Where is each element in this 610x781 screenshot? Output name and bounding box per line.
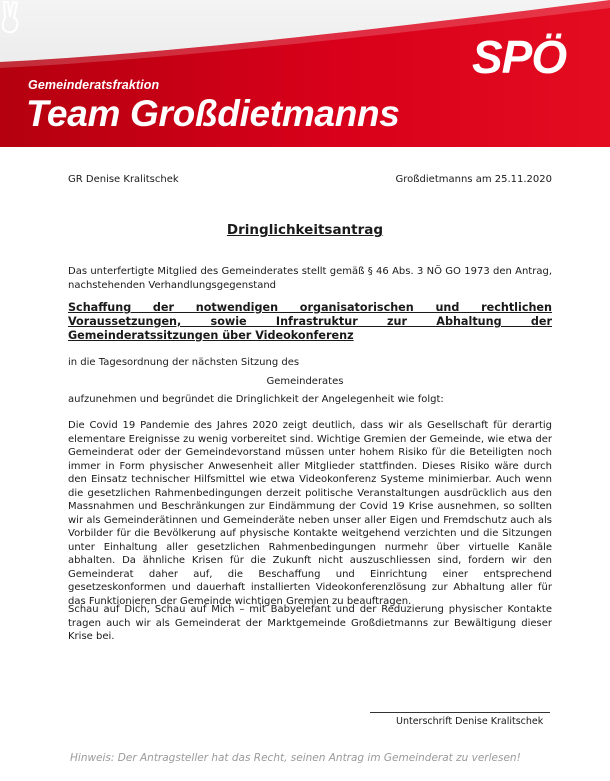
header-banner bbox=[0, 0, 610, 147]
signature-line bbox=[370, 712, 550, 713]
footer-hint: Hinweis: Der Antragsteller hat das Recht, seinen Antrag im Gemeinderat zu verlesen! bbox=[70, 752, 521, 764]
banner-title: Team Großdietmanns bbox=[26, 93, 400, 134]
body-name: Gemeinderates bbox=[266, 376, 344, 387]
motion-subject: Schaffung der notwendigen organisatorischen und rechtlichen Voraussetzungen, sowie Infrastruktur zur Abhaltung der Gemeinderatssitzungen über Videokonferenz bbox=[68, 301, 552, 342]
reasoning-paragraph: Die Covid 19 Pandemie des Jahres 2020 zeigt deutlich, dass wir als Gesellschaft für derartig elementare Ereignisse zu wenig vorbereitet sind. Wichtige Gremien der Gemeinde, wie etwa der Gemeinderat oder der Gemeindevorstand müssen unter hohem Risiko für die Beteiligten noch immer in Form physischer Anwesenheit aller Mitglieder stattfinden. Dieses Risiko wäre durch den Einsatz technischer Hilfsmittel wie etwa Videokonferenz Systeme minimierbar. Auch wenn die gesetzlichen Rahmenbedingungen derzeit politische Veranstaltungen ausdrücklich aus den Massnahmen und Beschränkungen zur Eindämmung der Covid 19 Krise ausnehmen, so sollten wir als Gemeinderätinnen und Gemeinderäte neben unser aller Eigen und Fremdschutz auch als Vorbilder für die Bevölkerung auf physische Kontakte weitgehend verzichten und die Sitzungen unter Einhaltung aller gesetzlichen Rahmenbedingungen nurmehr über virtuelle Kanäle abhalten. Da ähnliche Krisen für die Zukunft nicht auszuschliessen sind, fordern wir den Gemeinderat daher auf, die Beschaffung und Einrichtung einer entsprechend gesetzeskonformen und dauerhaft installierten Videokonferenzlösung zur Abhaltung aller für das Funktionieren der Gemeinde wichtigen Gremien zu beauftragen. bbox=[68, 420, 552, 607]
signature-label: Unterschrift Denise Kralitschek bbox=[396, 716, 544, 727]
party-faction-label: Gemeinderatsfraktion bbox=[28, 78, 160, 92]
agenda-line: in die Tagesordnung der nächsten Sitzung des bbox=[68, 357, 300, 368]
intro-paragraph: Das unterfertigte Mitglied des Gemeinderates stellt gemäß § 46 Abs. 3 NÖ GO 1973 den Antrag, nachstehenden Verhandlungsgegenstand bbox=[68, 266, 552, 291]
closing-paragraph: Schau auf Dich, Schau auf Mich – mit Babyelefant und der Reduzierung physischer Kontakte tragen auch wir als Gemeinderat der Marktgemeinde Großdietmanns zur Bewältigung dieser Krise bei. bbox=[68, 604, 552, 642]
author-name: GR Denise Kralitschek bbox=[68, 174, 179, 185]
document-title: Dringlichkeitsantrag bbox=[226, 222, 384, 238]
justification-line: aufzunehmen und begründet die Dringlichkeit der Angelegenheit wie folgt: bbox=[68, 394, 444, 405]
spo-logo: SPÖ bbox=[472, 31, 567, 83]
place-date: Großdietmanns am 25.11.2020 bbox=[395, 174, 552, 185]
victory-hand-icon bbox=[0, 0, 22, 34]
